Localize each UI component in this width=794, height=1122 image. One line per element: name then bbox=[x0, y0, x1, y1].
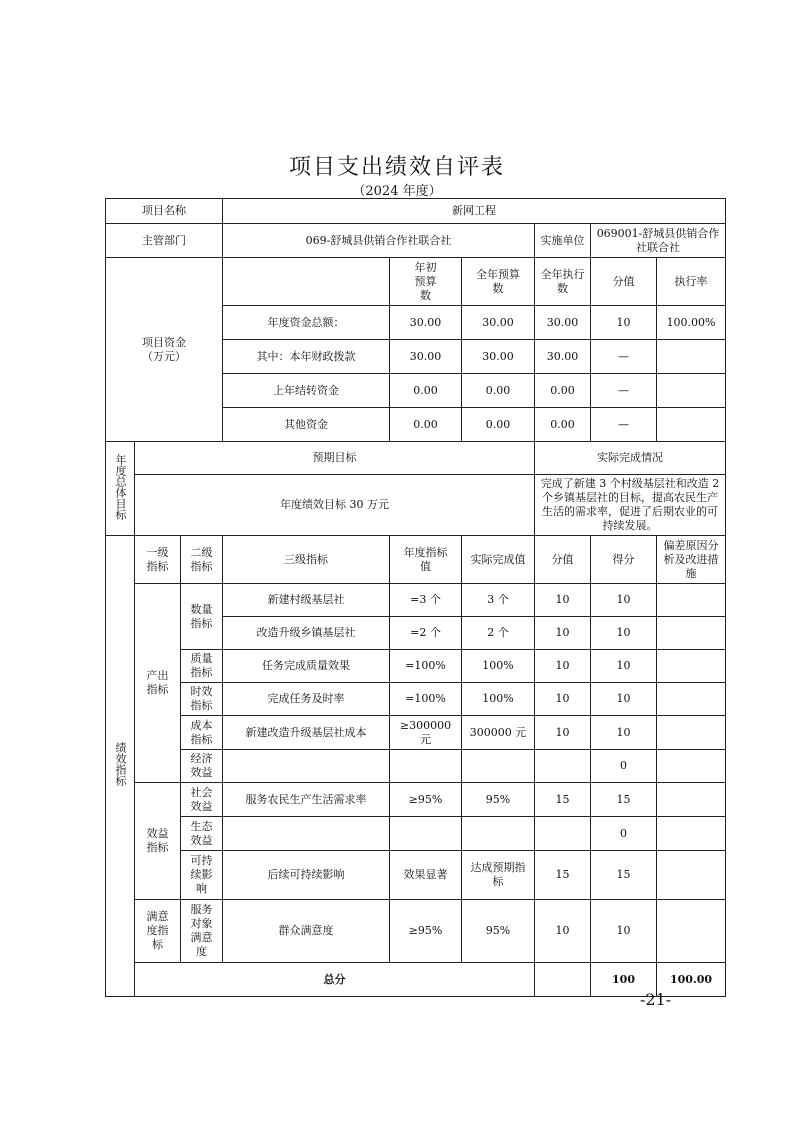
actual-value: 300000 元 bbox=[462, 716, 535, 750]
deviation bbox=[657, 817, 726, 851]
score: 10 bbox=[591, 900, 657, 963]
row-project-name bbox=[106, 199, 726, 224]
row-goal-content bbox=[106, 475, 726, 536]
funds-row-label: 其中：本年财政拨款 bbox=[223, 340, 390, 374]
target-value: 效果显著 bbox=[390, 851, 462, 900]
impl-unit-label: 实施单位 bbox=[535, 224, 591, 258]
score: 0 bbox=[591, 817, 657, 851]
level2-label: 成本 指标 bbox=[181, 716, 223, 750]
actual-value-header: 实际完成值 bbox=[462, 536, 535, 584]
impl-unit-value: 069001-舒城县供销合作社联合社 bbox=[591, 224, 726, 258]
level2-label: 数量 指标 bbox=[181, 584, 223, 650]
indicator-row bbox=[106, 716, 726, 750]
document-year: （2024 年度） bbox=[352, 184, 442, 199]
funds-label: 项目资金 （万元） bbox=[106, 258, 223, 442]
funds-head-executed: 全年执行数 bbox=[535, 258, 591, 306]
benefit-indicator-label: 效益 指标 bbox=[135, 783, 181, 900]
target-value: ≥300000 元 bbox=[390, 716, 462, 750]
funds-row-label: 上年结转资金 bbox=[223, 374, 390, 408]
funds-head-initial: 年初 预算 数 bbox=[390, 258, 462, 306]
level3-label: 任务完成质量效果 bbox=[223, 650, 390, 683]
annual-target-header: 年度指标 值 bbox=[390, 536, 462, 584]
actual-value: 95% bbox=[462, 900, 535, 963]
funds-value: — bbox=[591, 408, 657, 442]
total-value: 100 bbox=[591, 963, 657, 997]
funds-row-label: 年度资金总额： bbox=[223, 306, 390, 340]
funds-full: 30.00 bbox=[462, 306, 535, 340]
deviation-header: 偏差原因分 析及改进措 施 bbox=[657, 536, 726, 584]
funds-exec: 30.00 bbox=[535, 340, 591, 374]
indicator-row bbox=[106, 683, 726, 716]
target-value: =100% bbox=[390, 650, 462, 683]
satisfaction-indicator-label: 满意 度指 标 bbox=[135, 900, 181, 963]
total-blank bbox=[535, 963, 591, 997]
level2-label: 服务 对象 满意 度 bbox=[181, 900, 223, 963]
performance-table bbox=[105, 198, 726, 997]
level3-label: 改造升级乡镇基层社 bbox=[223, 617, 390, 650]
funds-rate bbox=[657, 374, 726, 408]
indicator-row bbox=[106, 851, 726, 900]
funds-head-exec-rate: 执行率 bbox=[657, 258, 726, 306]
funds-value: — bbox=[591, 374, 657, 408]
funds-full: 30.00 bbox=[462, 340, 535, 374]
funds-initial: 0.00 bbox=[390, 408, 462, 442]
total-label: 总分 bbox=[135, 963, 535, 997]
indicator-row bbox=[106, 900, 726, 963]
deviation bbox=[657, 683, 726, 716]
level2-header: 二级 指标 bbox=[181, 536, 223, 584]
target-value: =2 个 bbox=[390, 617, 462, 650]
deviation bbox=[657, 750, 726, 783]
funds-head-full-year: 全年预算 数 bbox=[462, 258, 535, 306]
target-value bbox=[390, 750, 462, 783]
score: 15 bbox=[591, 783, 657, 817]
indicator-row bbox=[106, 650, 726, 683]
row-total bbox=[106, 963, 726, 997]
score-header: 得分 bbox=[591, 536, 657, 584]
funds-exec: 0.00 bbox=[535, 374, 591, 408]
score-value: 10 bbox=[535, 900, 591, 963]
funds-rate bbox=[657, 408, 726, 442]
expected-goal-text: 年度绩效目标 30 万元 bbox=[135, 475, 535, 536]
level3-header: 三级指标 bbox=[223, 536, 390, 584]
score-value: 10 bbox=[535, 716, 591, 750]
output-indicator-label: 产出 指标 bbox=[135, 584, 181, 783]
score-value: 10 bbox=[535, 683, 591, 716]
funds-full: 0.00 bbox=[462, 408, 535, 442]
score: 10 bbox=[591, 716, 657, 750]
deviation bbox=[657, 650, 726, 683]
deviation bbox=[657, 716, 726, 750]
funds-rate bbox=[657, 340, 726, 374]
indicator-row bbox=[106, 584, 726, 617]
level2-label: 社会 效益 bbox=[181, 783, 223, 817]
page-number: -21- bbox=[640, 990, 672, 1009]
funds-value: 10 bbox=[591, 306, 657, 340]
deviation bbox=[657, 900, 726, 963]
dept-label: 主管部门 bbox=[106, 224, 223, 258]
expected-goal-label: 预期目标 bbox=[135, 442, 535, 475]
project-name-value: 新网工程 bbox=[223, 199, 726, 224]
deviation bbox=[657, 783, 726, 817]
level2-label: 经济 效益 bbox=[181, 750, 223, 783]
level3-label: 服务农民生产生活需求率 bbox=[223, 783, 390, 817]
funds-initial: 30.00 bbox=[390, 306, 462, 340]
deviation bbox=[657, 584, 726, 617]
score-value: 15 bbox=[535, 783, 591, 817]
actual-value: 100% bbox=[462, 650, 535, 683]
level2-label: 生态 效益 bbox=[181, 817, 223, 851]
score-value: 10 bbox=[535, 617, 591, 650]
actual-value: 达成预期指 标 bbox=[462, 851, 535, 900]
row-goal-header bbox=[106, 442, 726, 475]
funds-row-label: 其他资金 bbox=[223, 408, 390, 442]
score-value: 10 bbox=[535, 650, 591, 683]
score: 10 bbox=[591, 683, 657, 716]
row-dept bbox=[106, 224, 726, 258]
indicator-row bbox=[106, 783, 726, 817]
score-value: 10 bbox=[535, 584, 591, 617]
level3-label: 新建村级基层社 bbox=[223, 584, 390, 617]
score-value bbox=[535, 750, 591, 783]
score: 10 bbox=[591, 617, 657, 650]
score: 0 bbox=[591, 750, 657, 783]
level3-label bbox=[223, 817, 390, 851]
target-value: =100% bbox=[390, 683, 462, 716]
deviation bbox=[657, 851, 726, 900]
score-value bbox=[535, 817, 591, 851]
level3-label: 群众满意度 bbox=[223, 900, 390, 963]
funds-full: 0.00 bbox=[462, 374, 535, 408]
dept-value: 069-舒城县供销合作社联合社 bbox=[223, 224, 535, 258]
level1-header: 一级 指标 bbox=[135, 536, 181, 584]
actual-value bbox=[462, 750, 535, 783]
level3-label: 完成任务及时率 bbox=[223, 683, 390, 716]
funds-initial: 30.00 bbox=[390, 340, 462, 374]
row-funds-header bbox=[106, 258, 726, 306]
actual-value: 3 个 bbox=[462, 584, 535, 617]
actual-value bbox=[462, 817, 535, 851]
funds-exec: 0.00 bbox=[535, 408, 591, 442]
score: 15 bbox=[591, 851, 657, 900]
annual-goal-label: 年度总体目标 bbox=[106, 442, 135, 536]
perf-indicator-label: 绩效指标 bbox=[106, 536, 135, 997]
actual-completion-text: 完成了新建 3 个村级基层社和改造 2 个乡镇基层社的目标，提高农民生产生活的需求率，促进了后期农业的可持续发展。 bbox=[535, 475, 726, 536]
actual-value: 2 个 bbox=[462, 617, 535, 650]
actual-completion-label: 实际完成情况 bbox=[535, 442, 726, 475]
deviation bbox=[657, 617, 726, 650]
funds-head-score-value: 分值 bbox=[591, 258, 657, 306]
target-value bbox=[390, 817, 462, 851]
level2-label: 质量 指标 bbox=[181, 650, 223, 683]
row-indicator-header bbox=[106, 536, 726, 584]
score: 10 bbox=[591, 650, 657, 683]
funds-value: — bbox=[591, 340, 657, 374]
target-value: ≥95% bbox=[390, 900, 462, 963]
target-value: =3 个 bbox=[390, 584, 462, 617]
level3-label bbox=[223, 750, 390, 783]
indicator-row bbox=[106, 750, 726, 783]
level3-label: 新建改造升级基层社成本 bbox=[223, 716, 390, 750]
score-value-header: 分值 bbox=[535, 536, 591, 584]
project-name-label: 项目名称 bbox=[106, 199, 223, 224]
level2-label: 可持 续影 响 bbox=[181, 851, 223, 900]
funds-initial: 0.00 bbox=[390, 374, 462, 408]
indicator-row bbox=[106, 817, 726, 851]
level2-label: 时效 指标 bbox=[181, 683, 223, 716]
actual-value: 100% bbox=[462, 683, 535, 716]
total-score: 100.00 bbox=[657, 963, 726, 997]
actual-value: 95% bbox=[462, 783, 535, 817]
funds-exec: 30.00 bbox=[535, 306, 591, 340]
score-value: 15 bbox=[535, 851, 591, 900]
funds-header-blank bbox=[223, 258, 390, 306]
level3-label: 后续可持续影响 bbox=[223, 851, 390, 900]
funds-rate: 100.00% bbox=[657, 306, 726, 340]
document-title: 项目支出绩效自评表 bbox=[288, 155, 505, 180]
target-value: ≥95% bbox=[390, 783, 462, 817]
score: 10 bbox=[591, 584, 657, 617]
